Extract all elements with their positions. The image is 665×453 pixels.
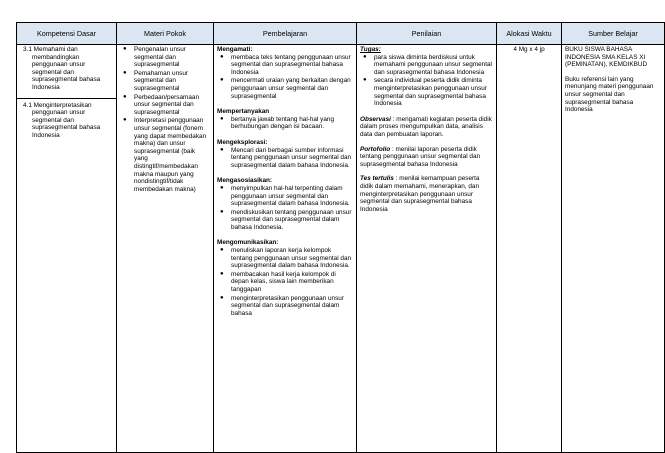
kd-separator [17,98,116,140]
bullet-icon: ● [363,53,367,60]
bullet-icon: ● [220,208,224,215]
section-title: Mengamati: [217,46,253,53]
kd-3-1: 3.1 Memahami dan membandingkan penggunaan unsur segmental dan suprasegmental bahasa Indonesia [23,46,101,91]
list-item: ● menuliskan laporan kerja kelompok tentang penggunaan unsur segmental dan suprasegmental dalam bahasa Indonesia. [220,247,352,270]
sumber-cell [562,45,665,453]
header-kompetensi-dasar: Kompetensi Dasar [17,23,117,45]
sumber-referensi: Buku referensi lain yang menunjang materi penggunaan unsur segmental dan suprasegmental bahasa Indonesia [565,75,654,114]
list-item: ● secara individual peserta didik diminta menginterpretasikan penggunaan unsur segmental dan suprasegmental bahasa Indonesia [363,77,487,108]
header-sumber-belajar: Sumber Belajar [562,23,665,45]
materi-cell [117,45,214,453]
syllabus-table [16,22,665,453]
list-item: ● para siswa diminta berdiskusi untuk memahami penggunaan unsur segmental dan suprasegmental bahasa Indonesia [363,53,492,76]
bullet-icon: ● [363,77,367,84]
bullet-icon: ● [220,115,224,122]
header-penilaian: Penilaian [357,23,497,45]
section-title: Mengeksplorasi: [217,138,268,146]
observasi-text: : mengamati kegiatan peserta didik dalam proses mengumpulkan data, analisis data dan pembuatan laporan. [360,115,492,138]
list-item: ● Pengenalan unsur segmental dan suprasegmental [123,46,186,69]
sumber-buku-siswa: BUKU SISWA BAHASA INDONESIA SMA KELAS XI (PEMINATAN), KEMDIKBUD [565,46,648,69]
list-item: ● membacakan hasil kerja kelompok di depan kelas, siswa lain memberikan tanggapan [220,270,336,294]
alokasi-cell: 4 Mg x 4 jp [497,45,562,453]
bullet-icon: ● [220,294,224,301]
list-item: ● bertanya jawab tentang hal-hal yang berhubungan dengan isi bacaan. [220,115,335,131]
portofolio-text: : menilai laporan peserta didik tentang penggunaan unsur segmental dan suprasegmental bahasa Indonesia [360,145,481,168]
section-title: Mempertanyakan [217,108,270,116]
tugas-label: Tugas: [360,46,381,53]
bullet-icon: ● [220,53,224,60]
bullet-icon: ● [123,46,127,52]
list-item: ● Pemahaman unsur segmental dan suprasegmental [123,69,188,92]
observasi-label: Observasi [360,115,391,123]
header-row [17,23,665,45]
bullet-icon: ● [123,117,127,124]
tes-text: : menilai kemampuan peserta didik dalam memahami, menerapkan, dan menginterpretasikan penggunaan unsur segmental dan suprasegmental bahasa Indonesia [360,175,480,213]
bullet-icon: ● [123,69,127,76]
bullet-icon: ● [123,93,127,100]
bullet-icon: ● [220,247,224,254]
list-item: ● menyimpulkan hal-hal terpenting dalam penggunaan unsur segmental dan suprasegmental dalam bahasa Indonesia. [220,184,350,208]
table-row [17,45,665,453]
bullet-icon: ● [220,270,224,277]
list-item: ● Perbedaan/persamaan unsur segmental dan suprasegmental [123,93,200,116]
materi-list [120,46,210,193]
section-title: Mengasosiasikan: [217,177,273,185]
bullet-icon: ● [220,146,224,153]
list-item: ● mencermati uraian yang berkaitan dengan penggunaan unsur segmental dan suprasegmental [220,77,351,100]
list-item: ● membaca teks tentang penggunaan unsur segmental dan suprasegmental bahasa Indonesia [220,53,351,76]
kd-cell [17,45,117,453]
bullet-icon: ● [220,77,224,84]
tes-block [360,175,493,213]
list-item: ● Interpretasi penggunaan unsur segmental (fonem yang dapat membedakan makna) dan unsur suprasegmental (baik yang distingtif/membedakan makna maupun yang nondistingtif/tidak membedakan makna) [123,117,207,193]
section-title: Mengomunikasikan: [217,239,279,247]
header-pembelajaran: Pembelajaran [214,23,357,45]
tes-label: Tes tertulis [360,175,394,183]
penilaian-cell [357,45,497,453]
bullet-icon: ● [220,184,224,191]
header-materi-pokok: Materi Pokok [117,23,214,45]
observasi-block [360,116,493,139]
portofolio-label: Portofolio [360,145,391,153]
list-item: ● mendiskusikan tentang penggunaan unsur segmental dan suprasegmental dalam bahasa Indonesia. [220,208,352,231]
pembelajaran-cell [214,45,357,453]
header-alokasi-waktu: Alokasi Waktu [497,23,562,45]
list-item: ● Mencari dari berbagai sumber informasi tentang penggunaan unsur segmental dan suprasegmental dalam bahasa Indonesia. [220,146,352,169]
portofolio-block [360,146,493,169]
list-item: ● menginterpretasikan penggunaan unsur segmental dan suprasegmental dalam bahasa [220,294,344,317]
kd-4-1: 4.1 Menginterpretasikan penggunaan unsur segmental dan suprasegmental bahasa Indonesia [23,101,101,139]
